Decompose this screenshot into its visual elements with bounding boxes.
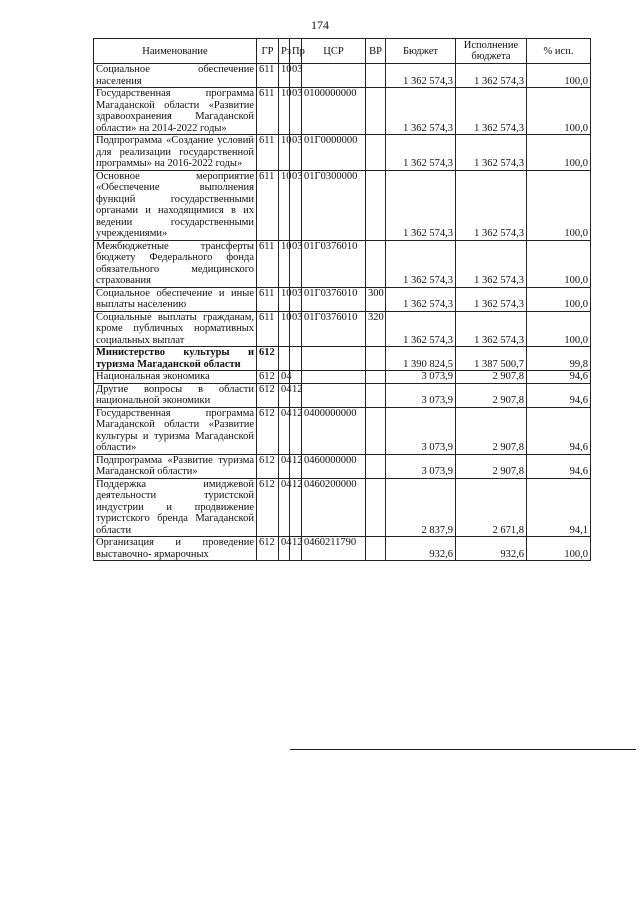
table-row bbox=[94, 287, 591, 311]
cell-vr bbox=[366, 478, 386, 537]
cell-pr: 03 bbox=[290, 240, 302, 287]
cell-pr: 03 bbox=[290, 88, 302, 135]
header-gr: ГР bbox=[257, 39, 279, 64]
cell-vr bbox=[366, 347, 386, 371]
cell-csr bbox=[302, 383, 366, 407]
cell-percent: 94,6 bbox=[527, 454, 591, 478]
cell-percent: 100,0 bbox=[527, 64, 591, 88]
cell-rz: 04 bbox=[279, 537, 290, 561]
cell-execution: 2 907,8 bbox=[456, 383, 527, 407]
cell-budget: 2 837,9 bbox=[386, 478, 456, 537]
cell-csr: 0460000000 bbox=[302, 454, 366, 478]
cell-pr: 03 bbox=[290, 287, 302, 311]
cell-csr: 01Г0000000 bbox=[302, 135, 366, 171]
cell-percent: 100,0 bbox=[527, 311, 591, 347]
cell-percent: 100,0 bbox=[527, 537, 591, 561]
table-row bbox=[94, 347, 591, 371]
table-row bbox=[94, 64, 591, 88]
cell-pr: 03 bbox=[290, 64, 302, 88]
cell-rz: 04 bbox=[279, 478, 290, 537]
cell-rz: 10 bbox=[279, 64, 290, 88]
cell-gr: 612 bbox=[257, 454, 279, 478]
cell-budget: 3 073,9 bbox=[386, 371, 456, 384]
cell-vr bbox=[366, 88, 386, 135]
table-row bbox=[94, 407, 591, 454]
cell-percent: 99,8 bbox=[527, 347, 591, 371]
cell-budget: 1 362 574,3 bbox=[386, 88, 456, 135]
table-row bbox=[94, 478, 591, 537]
table-row bbox=[94, 371, 591, 384]
header-csr: ЦСР bbox=[302, 39, 366, 64]
cell-gr: 612 bbox=[257, 371, 279, 384]
cell-vr bbox=[366, 537, 386, 561]
table-row bbox=[94, 135, 591, 171]
cell-execution: 1 387 500,7 bbox=[456, 347, 527, 371]
cell-rz: 10 bbox=[279, 88, 290, 135]
cell-name: Национальная экономика bbox=[94, 371, 257, 384]
cell-name: Социальное обеспечение населения bbox=[94, 64, 257, 88]
table-row bbox=[94, 311, 591, 347]
cell-percent: 100,0 bbox=[527, 135, 591, 171]
cell-percent: 100,0 bbox=[527, 170, 591, 240]
cell-gr: 611 bbox=[257, 135, 279, 171]
cell-rz: 10 bbox=[279, 170, 290, 240]
cell-budget: 1 362 574,3 bbox=[386, 135, 456, 171]
cell-rz: 10 bbox=[279, 287, 290, 311]
cell-vr bbox=[366, 240, 386, 287]
header-budget: Бюджет bbox=[386, 39, 456, 64]
cell-csr: 0460200000 bbox=[302, 478, 366, 537]
cell-rz: 04 bbox=[279, 454, 290, 478]
cell-budget: 3 073,9 bbox=[386, 407, 456, 454]
cell-percent: 94,1 bbox=[527, 478, 591, 537]
cell-name: Другие вопросы в области национальной экономики bbox=[94, 383, 257, 407]
table-row bbox=[94, 454, 591, 478]
table-row bbox=[94, 170, 591, 240]
cell-vr: 300 bbox=[366, 287, 386, 311]
cell-pr: 12 bbox=[290, 478, 302, 537]
cell-name: Подпрограмма «Создание условий для реализации государственной программы» на 2016-2022 годы» bbox=[94, 135, 257, 171]
cell-execution: 1 362 574,3 bbox=[456, 135, 527, 171]
cell-csr: 01Г0300000 bbox=[302, 170, 366, 240]
cell-execution: 2 907,8 bbox=[456, 371, 527, 384]
cell-percent: 100,0 bbox=[527, 88, 591, 135]
cell-name: Подпрограмма «Развитие туризма Магаданской области» bbox=[94, 454, 257, 478]
header-execution: Исполнение бюджета bbox=[456, 39, 527, 64]
cell-pr: 03 bbox=[290, 311, 302, 347]
cell-rz: 10 bbox=[279, 240, 290, 287]
cell-pr: 12 bbox=[290, 454, 302, 478]
cell-name: Министерство культуры и туризма Магаданской области bbox=[94, 347, 257, 371]
cell-execution: 932,6 bbox=[456, 537, 527, 561]
cell-execution: 1 362 574,3 bbox=[456, 311, 527, 347]
cell-name: Социальные выплаты гражданам, кроме публичных нормативных социальных выплат bbox=[94, 311, 257, 347]
cell-gr: 612 bbox=[257, 478, 279, 537]
cell-execution: 1 362 574,3 bbox=[456, 287, 527, 311]
cell-csr: 01Г0376010 bbox=[302, 287, 366, 311]
cell-budget: 1 390 824,5 bbox=[386, 347, 456, 371]
cell-execution: 1 362 574,3 bbox=[456, 88, 527, 135]
cell-vr bbox=[366, 383, 386, 407]
header-percent: % исп. bbox=[527, 39, 591, 64]
cell-name: Межбюджетные трансферты бюджету Федерального фонда обязательного медицинского страхования bbox=[94, 240, 257, 287]
cell-percent: 94,6 bbox=[527, 371, 591, 384]
cell-percent: 100,0 bbox=[527, 240, 591, 287]
cell-name: Основное мероприятие «Обеспечение выполнения функций государственными органами и находящимися в их ведении государственными учреждениями» bbox=[94, 170, 257, 240]
cell-execution: 2 907,8 bbox=[456, 407, 527, 454]
cell-budget: 3 073,9 bbox=[386, 454, 456, 478]
cell-gr: 612 bbox=[257, 537, 279, 561]
cell-pr: 12 bbox=[290, 407, 302, 454]
cell-gr: 611 bbox=[257, 240, 279, 287]
budget-execution-table bbox=[93, 38, 591, 561]
cell-pr bbox=[290, 347, 302, 371]
header-vr: ВР bbox=[366, 39, 386, 64]
cell-csr bbox=[302, 371, 366, 384]
header-name: Наименование bbox=[94, 39, 257, 64]
cell-gr: 612 bbox=[257, 407, 279, 454]
header-rz: Рз bbox=[279, 39, 290, 64]
table-row bbox=[94, 240, 591, 287]
cell-budget: 1 362 574,3 bbox=[386, 311, 456, 347]
bottom-rule bbox=[290, 749, 636, 750]
cell-gr: 611 bbox=[257, 64, 279, 88]
cell-name: Государственная программа Магаданской области «Развитие культуры и туризма Магаданской области» bbox=[94, 407, 257, 454]
cell-csr: 01Г0376010 bbox=[302, 311, 366, 347]
cell-execution: 1 362 574,3 bbox=[456, 240, 527, 287]
cell-gr: 611 bbox=[257, 170, 279, 240]
cell-gr: 611 bbox=[257, 88, 279, 135]
cell-vr bbox=[366, 170, 386, 240]
cell-gr: 611 bbox=[257, 287, 279, 311]
table-header-row bbox=[94, 39, 591, 64]
cell-rz: 04 bbox=[279, 383, 290, 407]
cell-budget: 1 362 574,3 bbox=[386, 287, 456, 311]
cell-rz: 04 bbox=[279, 407, 290, 454]
cell-gr: 612 bbox=[257, 347, 279, 371]
cell-percent: 94,6 bbox=[527, 407, 591, 454]
cell-name: Социальное обеспечение и иные выплаты населению bbox=[94, 287, 257, 311]
cell-csr: 0100000000 bbox=[302, 88, 366, 135]
cell-budget: 1 362 574,3 bbox=[386, 240, 456, 287]
cell-csr bbox=[302, 347, 366, 371]
cell-rz: 10 bbox=[279, 311, 290, 347]
cell-pr: 03 bbox=[290, 135, 302, 171]
table-body bbox=[94, 64, 591, 561]
cell-percent: 100,0 bbox=[527, 287, 591, 311]
cell-name: Организация и проведение выставочно- ярмарочных bbox=[94, 537, 257, 561]
cell-budget: 932,6 bbox=[386, 537, 456, 561]
cell-rz bbox=[279, 347, 290, 371]
page-number: 174 bbox=[311, 18, 329, 32]
cell-rz: 10 bbox=[279, 135, 290, 171]
cell-budget: 1 362 574,3 bbox=[386, 64, 456, 88]
cell-name: Государственная программа Магаданской области «Развитие здравоохранения Магаданской области» на 2014-2022 годы» bbox=[94, 88, 257, 135]
cell-execution: 2 907,8 bbox=[456, 454, 527, 478]
cell-execution: 1 362 574,3 bbox=[456, 64, 527, 88]
cell-vr bbox=[366, 407, 386, 454]
header-pr: Пр bbox=[290, 39, 302, 64]
cell-vr bbox=[366, 64, 386, 88]
table-row bbox=[94, 537, 591, 561]
cell-rz: 04 bbox=[279, 371, 290, 384]
cell-vr: 320 bbox=[366, 311, 386, 347]
cell-vr bbox=[366, 135, 386, 171]
cell-execution: 1 362 574,3 bbox=[456, 170, 527, 240]
cell-pr: 12 bbox=[290, 383, 302, 407]
cell-name: Поддержка имиджевой деятельности туристской индустрии и продвижение туристского бренда Магаданской области bbox=[94, 478, 257, 537]
cell-budget: 3 073,9 bbox=[386, 383, 456, 407]
cell-csr: 0460211790 bbox=[302, 537, 366, 561]
cell-vr bbox=[366, 454, 386, 478]
table-row bbox=[94, 88, 591, 135]
cell-csr: 0400000000 bbox=[302, 407, 366, 454]
cell-gr: 612 bbox=[257, 383, 279, 407]
cell-budget: 1 362 574,3 bbox=[386, 170, 456, 240]
cell-execution: 2 671,8 bbox=[456, 478, 527, 537]
cell-vr bbox=[366, 371, 386, 384]
cell-percent: 94,6 bbox=[527, 383, 591, 407]
table-row bbox=[94, 383, 591, 407]
cell-csr bbox=[302, 64, 366, 88]
cell-csr: 01Г0376010 bbox=[302, 240, 366, 287]
cell-gr: 611 bbox=[257, 311, 279, 347]
cell-pr: 12 bbox=[290, 537, 302, 561]
cell-pr: 03 bbox=[290, 170, 302, 240]
